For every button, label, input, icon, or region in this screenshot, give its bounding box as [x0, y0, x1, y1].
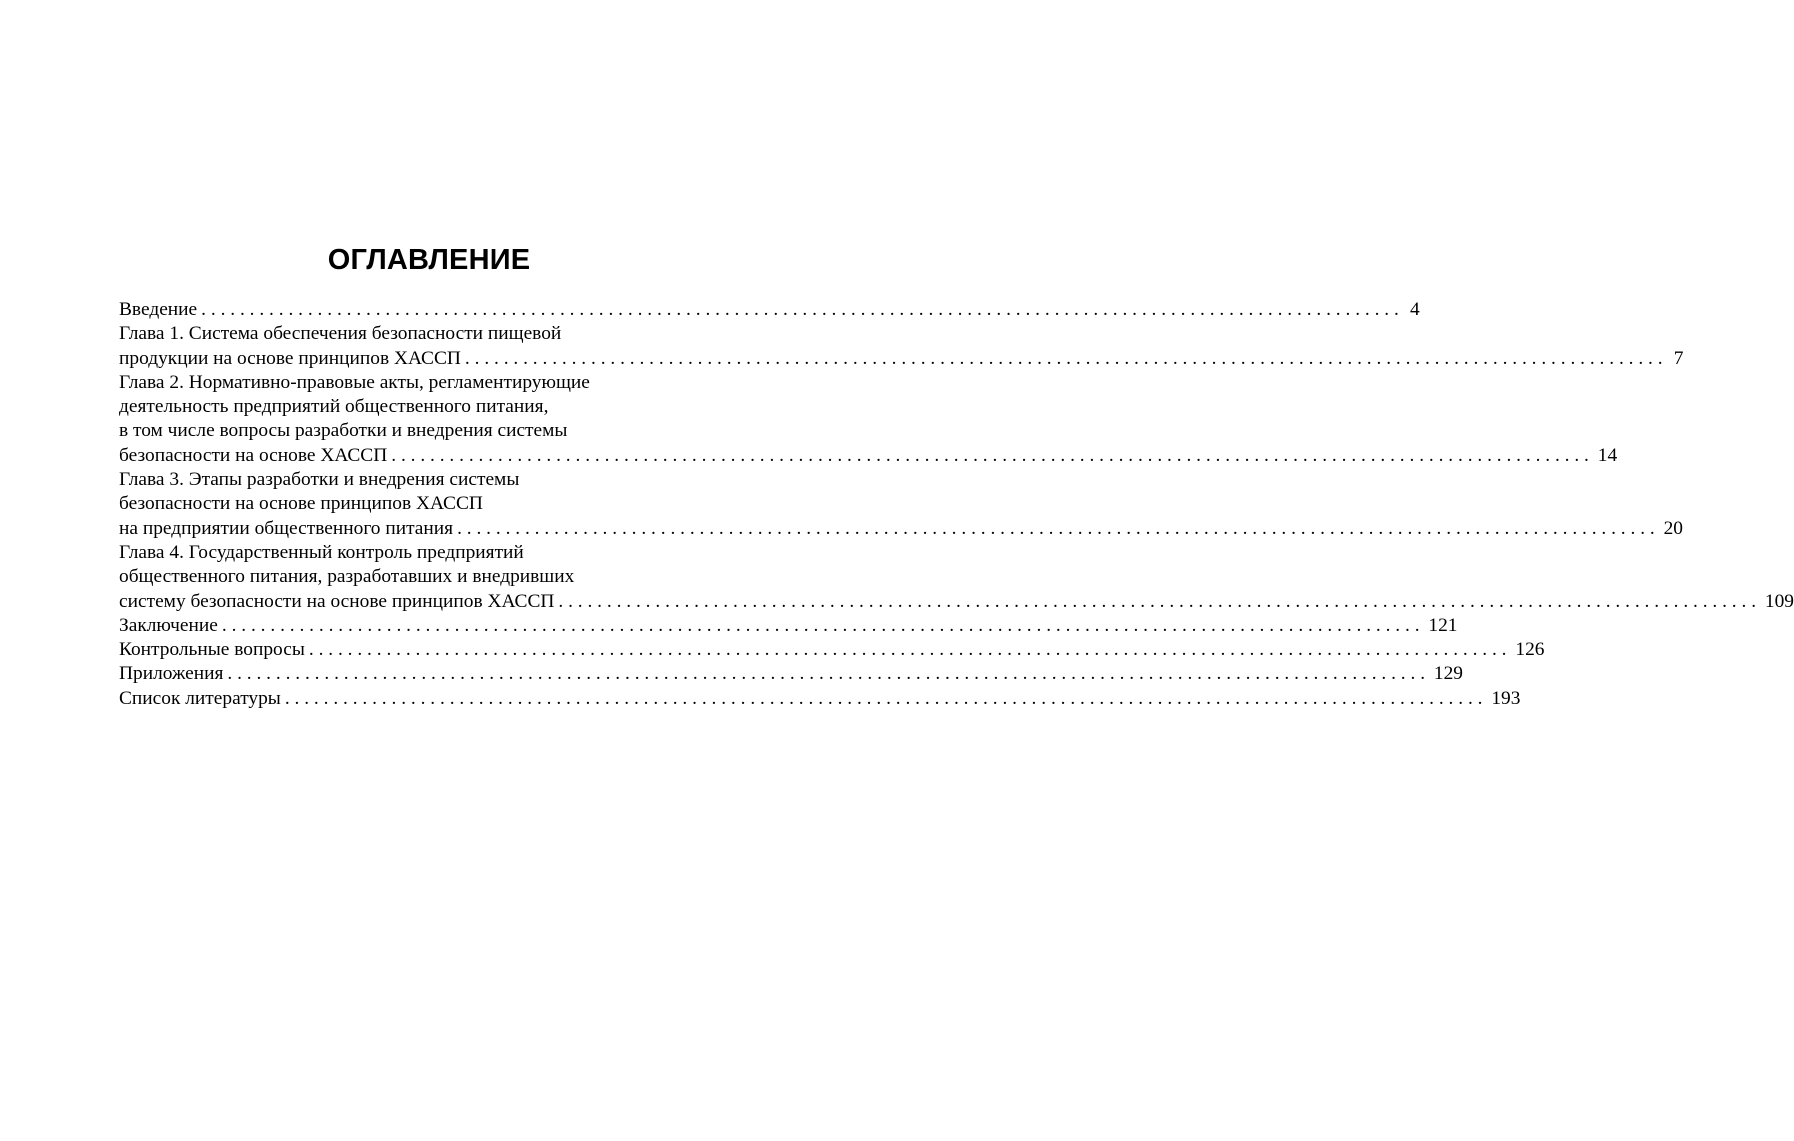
toc-page-number: 14 [1597, 444, 1618, 466]
toc-entry-text: в том числе вопросы разработки и внедрения системы [119, 420, 568, 442]
toc-entry-text: Контрольные вопросы [119, 639, 305, 661]
toc-entry-chapter-3 [119, 468, 1683, 541]
toc-page-number: 121 [1428, 614, 1458, 636]
toc-page-number: 20 [1663, 517, 1683, 539]
toc-page-number: 129 [1433, 663, 1463, 685]
toc-line [119, 347, 1684, 371]
toc-page-number: 126 [1515, 639, 1545, 661]
toc-entry-appendices [119, 662, 1463, 686]
toc-page-number: 4 [1409, 299, 1420, 320]
dot-leader: ............................................................................................................................ [457, 517, 1660, 539]
toc-entry-text: на предприятии общественного питания [119, 517, 454, 539]
toc-line [119, 638, 1545, 662]
dot-leader: ............................................................................................................................ [391, 444, 1594, 466]
toc-page-number: 109 [1764, 590, 1794, 612]
toc-entry-text: Глава 3. Этапы разработки и внедрения системы [119, 469, 520, 491]
dot-leader: ............................................................................................................................ [201, 299, 1404, 320]
toc-entry-review-questions [119, 638, 1545, 662]
toc-entry-bibliography [119, 687, 1521, 711]
toc-line [119, 517, 1683, 541]
toc-entry-text: Глава 2. Нормативно-правовые акты, регламентирующие [119, 371, 590, 393]
toc-entry-text: Введение [119, 299, 198, 320]
toc-entry-text: Приложения [119, 663, 224, 685]
toc-entry-text: Список литературы [119, 687, 281, 709]
toc-line [119, 687, 1521, 711]
toc-entry-text: безопасности на основе принципов ХАССП [119, 493, 483, 515]
toc-entry-text: деятельность предприятий общественного питания, [119, 396, 549, 418]
dot-leader: ............................................................................................................................ [284, 687, 1488, 709]
toc-entry-text: Глава 4. Государственный контроль предприятий [119, 541, 524, 563]
toc-page-number: 7 [1673, 347, 1684, 369]
toc-entry-chapter-1 [119, 322, 1684, 371]
toc-entry-text: Заключение [119, 614, 218, 636]
toc-entry-chapter-2 [119, 371, 1618, 468]
dot-leader: ............................................................................................................................ [308, 639, 1512, 661]
toc-line [119, 590, 1794, 614]
toc-entry-conclusion [119, 614, 1458, 638]
toc-entry-text: продукции на основе принципов ХАССП [119, 347, 461, 369]
dot-leader: ............................................................................................................................ [221, 614, 1425, 636]
dot-leader: ............................................................................................................................ [227, 663, 1430, 685]
toc-line [119, 662, 1463, 686]
toc-line [119, 444, 1618, 468]
toc-page-number: 193 [1491, 687, 1521, 709]
toc-entry-text: безопасности на основе ХАССП [119, 444, 388, 466]
toc-entry-introduction [119, 298, 1420, 322]
toc-entry-text: общественного питания, разработавших и внедривших [119, 566, 575, 588]
dot-leader: ............................................................................................................................ [464, 347, 1668, 369]
toc-line [119, 614, 1458, 638]
toc-entry-text: Глава 1. Система обеспечения безопасности пищевой [119, 323, 562, 345]
toc-entry-chapter-4 [119, 541, 1794, 614]
page-title: ОГЛАВЛЕНИЕ [327, 244, 531, 276]
dot-leader: ............................................................................................................................ [558, 590, 1761, 612]
table-of-contents [119, 298, 1794, 711]
toc-entry-text: систему безопасности на основе принципов ХАССП [119, 590, 555, 612]
toc-line [119, 298, 1420, 322]
